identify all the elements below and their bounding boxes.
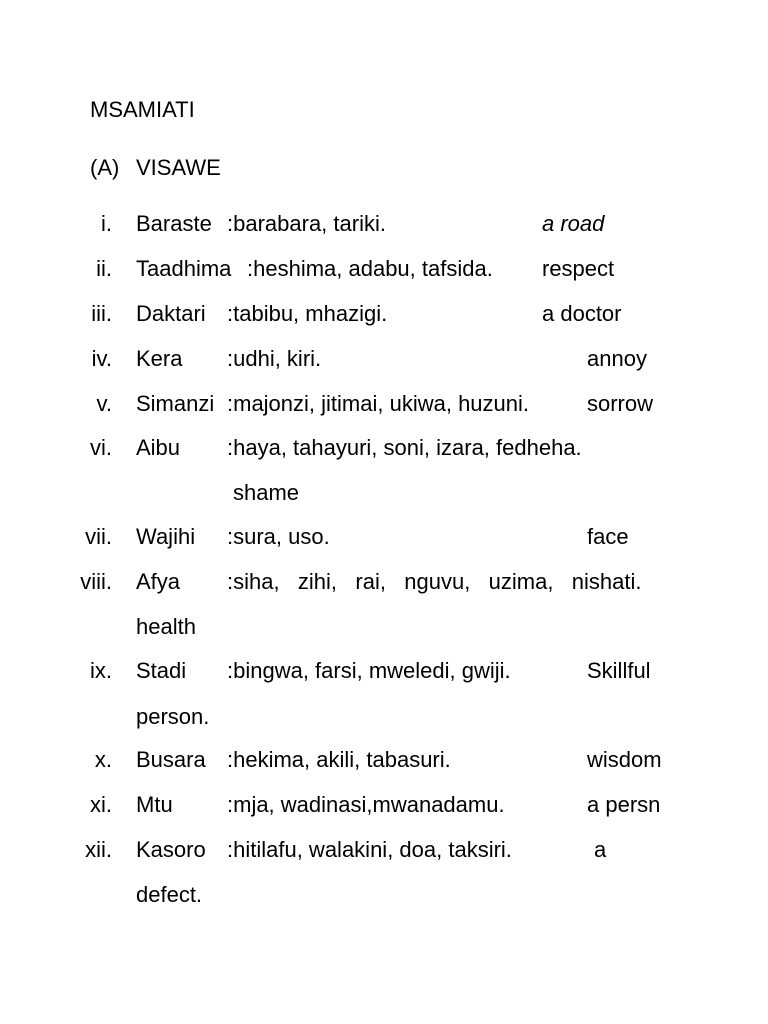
item-number: viii.: [80, 569, 112, 594]
item-word: Taadhima: [136, 256, 232, 281]
item-word: Mtu: [136, 792, 173, 817]
item-number: vi.: [90, 435, 112, 460]
item-number: iii.: [91, 301, 112, 326]
page-title: MSAMIATI: [90, 97, 195, 122]
item-translation: sorrow: [587, 391, 654, 416]
item-word: Daktari: [136, 301, 206, 326]
item-word: Kasoro: [136, 837, 206, 862]
item-word: Stadi: [136, 658, 187, 683]
item-word: Simanzi: [136, 391, 215, 416]
item-translation: a doctor: [542, 301, 622, 326]
item-number: iv.: [91, 346, 112, 371]
item-translation: Skillful: [587, 658, 651, 683]
item-definition: :hekima, akili, tabasuri.: [227, 747, 451, 772]
item-translation-continued: defect.: [136, 882, 203, 907]
item-translation: face: [587, 524, 629, 549]
section-label: (A): [90, 155, 120, 180]
item-translation: health: [136, 614, 196, 639]
item-definition: :mja, wadinasi,mwanadamu.: [227, 792, 505, 817]
item-definition: :hitilafu, walakini, doa, taksiri.: [227, 837, 512, 862]
item-number: v.: [96, 391, 112, 416]
item-word: Baraste: [136, 211, 212, 236]
item-number: x.: [94, 747, 112, 772]
item-definition: :udhi, kiri.: [227, 346, 322, 371]
item-definition: :heshima, adabu, tafsida.: [247, 256, 493, 281]
item-definition: :tabibu, mhazigi.: [227, 301, 388, 326]
item-translation: respect: [542, 256, 615, 281]
item-definition: :haya, tahayuri, soni, izara, fedheha.: [227, 435, 582, 460]
item-translation: annoy: [587, 346, 647, 371]
item-number: xii.: [85, 837, 112, 862]
item-translation: a road: [542, 211, 605, 236]
item-number: xi.: [90, 792, 112, 817]
item-translation: a persn: [587, 792, 661, 817]
item-definition: :sura, uso.: [227, 524, 330, 549]
item-word: Aibu: [136, 435, 181, 460]
item-translation: a: [594, 837, 607, 862]
item-definition: :majonzi, jitimai, ukiwa, huzuni.: [227, 391, 530, 416]
item-translation: wisdom: [587, 747, 662, 772]
item-number: i.: [101, 211, 112, 236]
item-definition: :bingwa, farsi, mweledi, gwiji.: [227, 658, 511, 683]
item-word: Busara: [136, 747, 206, 772]
item-translation-continued: person.: [136, 704, 210, 729]
item-translation: shame: [233, 480, 300, 505]
item-definition: :siha, zihi, rai, nguvu, uzima, nishati.: [227, 569, 642, 594]
section-title: VISAWE: [136, 155, 221, 180]
item-word: Wajihi: [136, 524, 196, 549]
item-word: Afya: [136, 569, 181, 594]
item-word: Kera: [136, 346, 183, 371]
item-number: ix.: [90, 658, 112, 683]
item-number: ii.: [96, 256, 112, 281]
item-number: vii.: [85, 524, 112, 549]
item-definition: :barabara, tariki.: [227, 211, 386, 236]
